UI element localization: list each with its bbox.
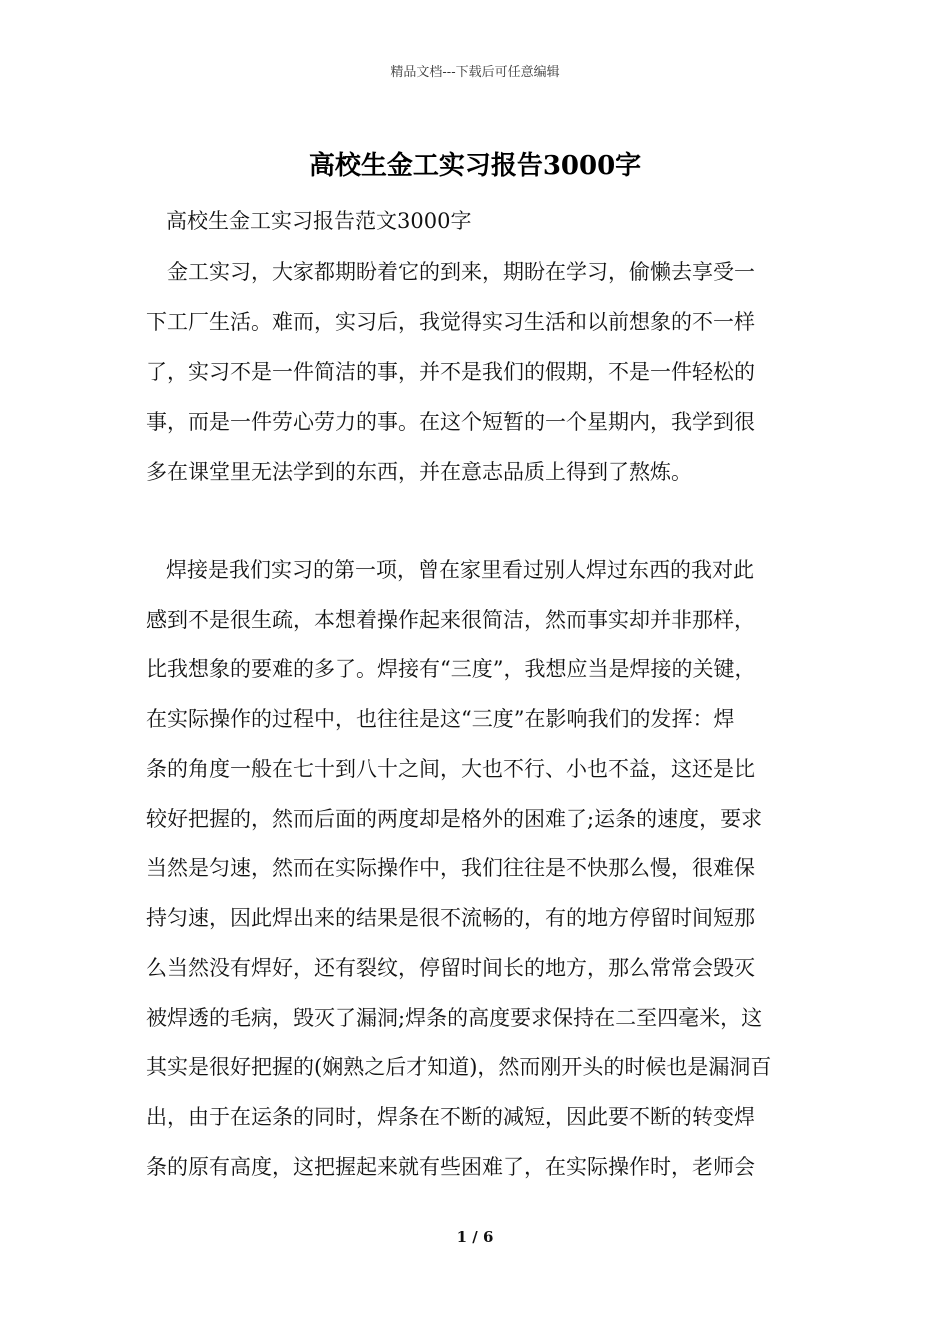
paragraph-1-line: 下工厂生活。难而，实习后，我觉得实习生活和以前想象的不一样 xyxy=(146,310,755,334)
paragraph-2-line: 较好把握的，然而后面的两度却是格外的困难了;运条的速度，要求 xyxy=(146,807,763,831)
paragraph-2-line: 被焊透的毛病，毁灭了漏洞;焊条的高度要求保持在二至四毫米，这 xyxy=(146,1006,763,1030)
paragraph-2-line: 焊接是我们实习的第一项，曾在家里看过别人焊过东西的我对此 xyxy=(166,558,754,582)
document-subtitle: 高校生金工实习报告范文3000字 xyxy=(166,209,472,233)
paragraph-1-line: 事，而是一件劳心劳力的事。在这个短暂的一个星期内，我学到很 xyxy=(146,410,755,434)
paragraph-2-line: 当然是匀速，然而在实际操作中，我们往往是不快那么慢，很难保 xyxy=(146,856,755,880)
paragraph-2-line: 比我想象的要难的多了。焊接有“三度”，我想应当是焊接的关键， xyxy=(146,657,756,681)
page-header: 精品文档---下载后可任意编辑 xyxy=(390,65,560,80)
paragraph-2-line: 条的角度一般在七十到八十之间，大也不行、小也不益，这还是比 xyxy=(146,757,755,781)
paragraph-1-line: 了，实习不是一件简洁的事，并不是我们的假期，不是一件轻松的 xyxy=(146,360,755,384)
paragraph-2-line: 条的原有高度，这把握起来就有些困难了，在实际操作时，老师会 xyxy=(146,1155,755,1179)
paragraph-2-line: 感到不是很生疏，本想着操作起来很简洁，然而事实却并非那样， xyxy=(146,608,755,632)
paragraph-2-line: 么当然没有焊好，还有裂纹，停留时间长的地方，那么常常会毁灭 xyxy=(146,956,755,980)
paragraph-1-line: 金工实习，大家都期盼着它的到来，期盼在学习，偷懒去享受一 xyxy=(146,260,755,284)
paragraph-1-line: 多在课堂里无法学到的东西，并在意志品质上得到了熬炼。 xyxy=(146,460,692,484)
paragraph-2-line: 持匀速，因此焊出来的结果是很不流畅的，有的地方停留时间短那 xyxy=(146,906,755,930)
document-title: 高校生金工实习报告3000字 xyxy=(308,151,642,181)
paragraph-2-line: 出，由于在运条的同时，焊条在不断的减短，因此要不断的转变焊 xyxy=(146,1105,755,1129)
paragraph-2-line: 在实际操作的过程中，也往往是这“三度”在影响我们的发挥：焊 xyxy=(146,707,735,731)
page-indicator: 1 / 6 xyxy=(456,1228,494,1246)
paragraph-2-line: 其实是很好把握的(娴熟之后才知道)，然而刚开头的时候也是漏洞百 xyxy=(146,1055,772,1079)
